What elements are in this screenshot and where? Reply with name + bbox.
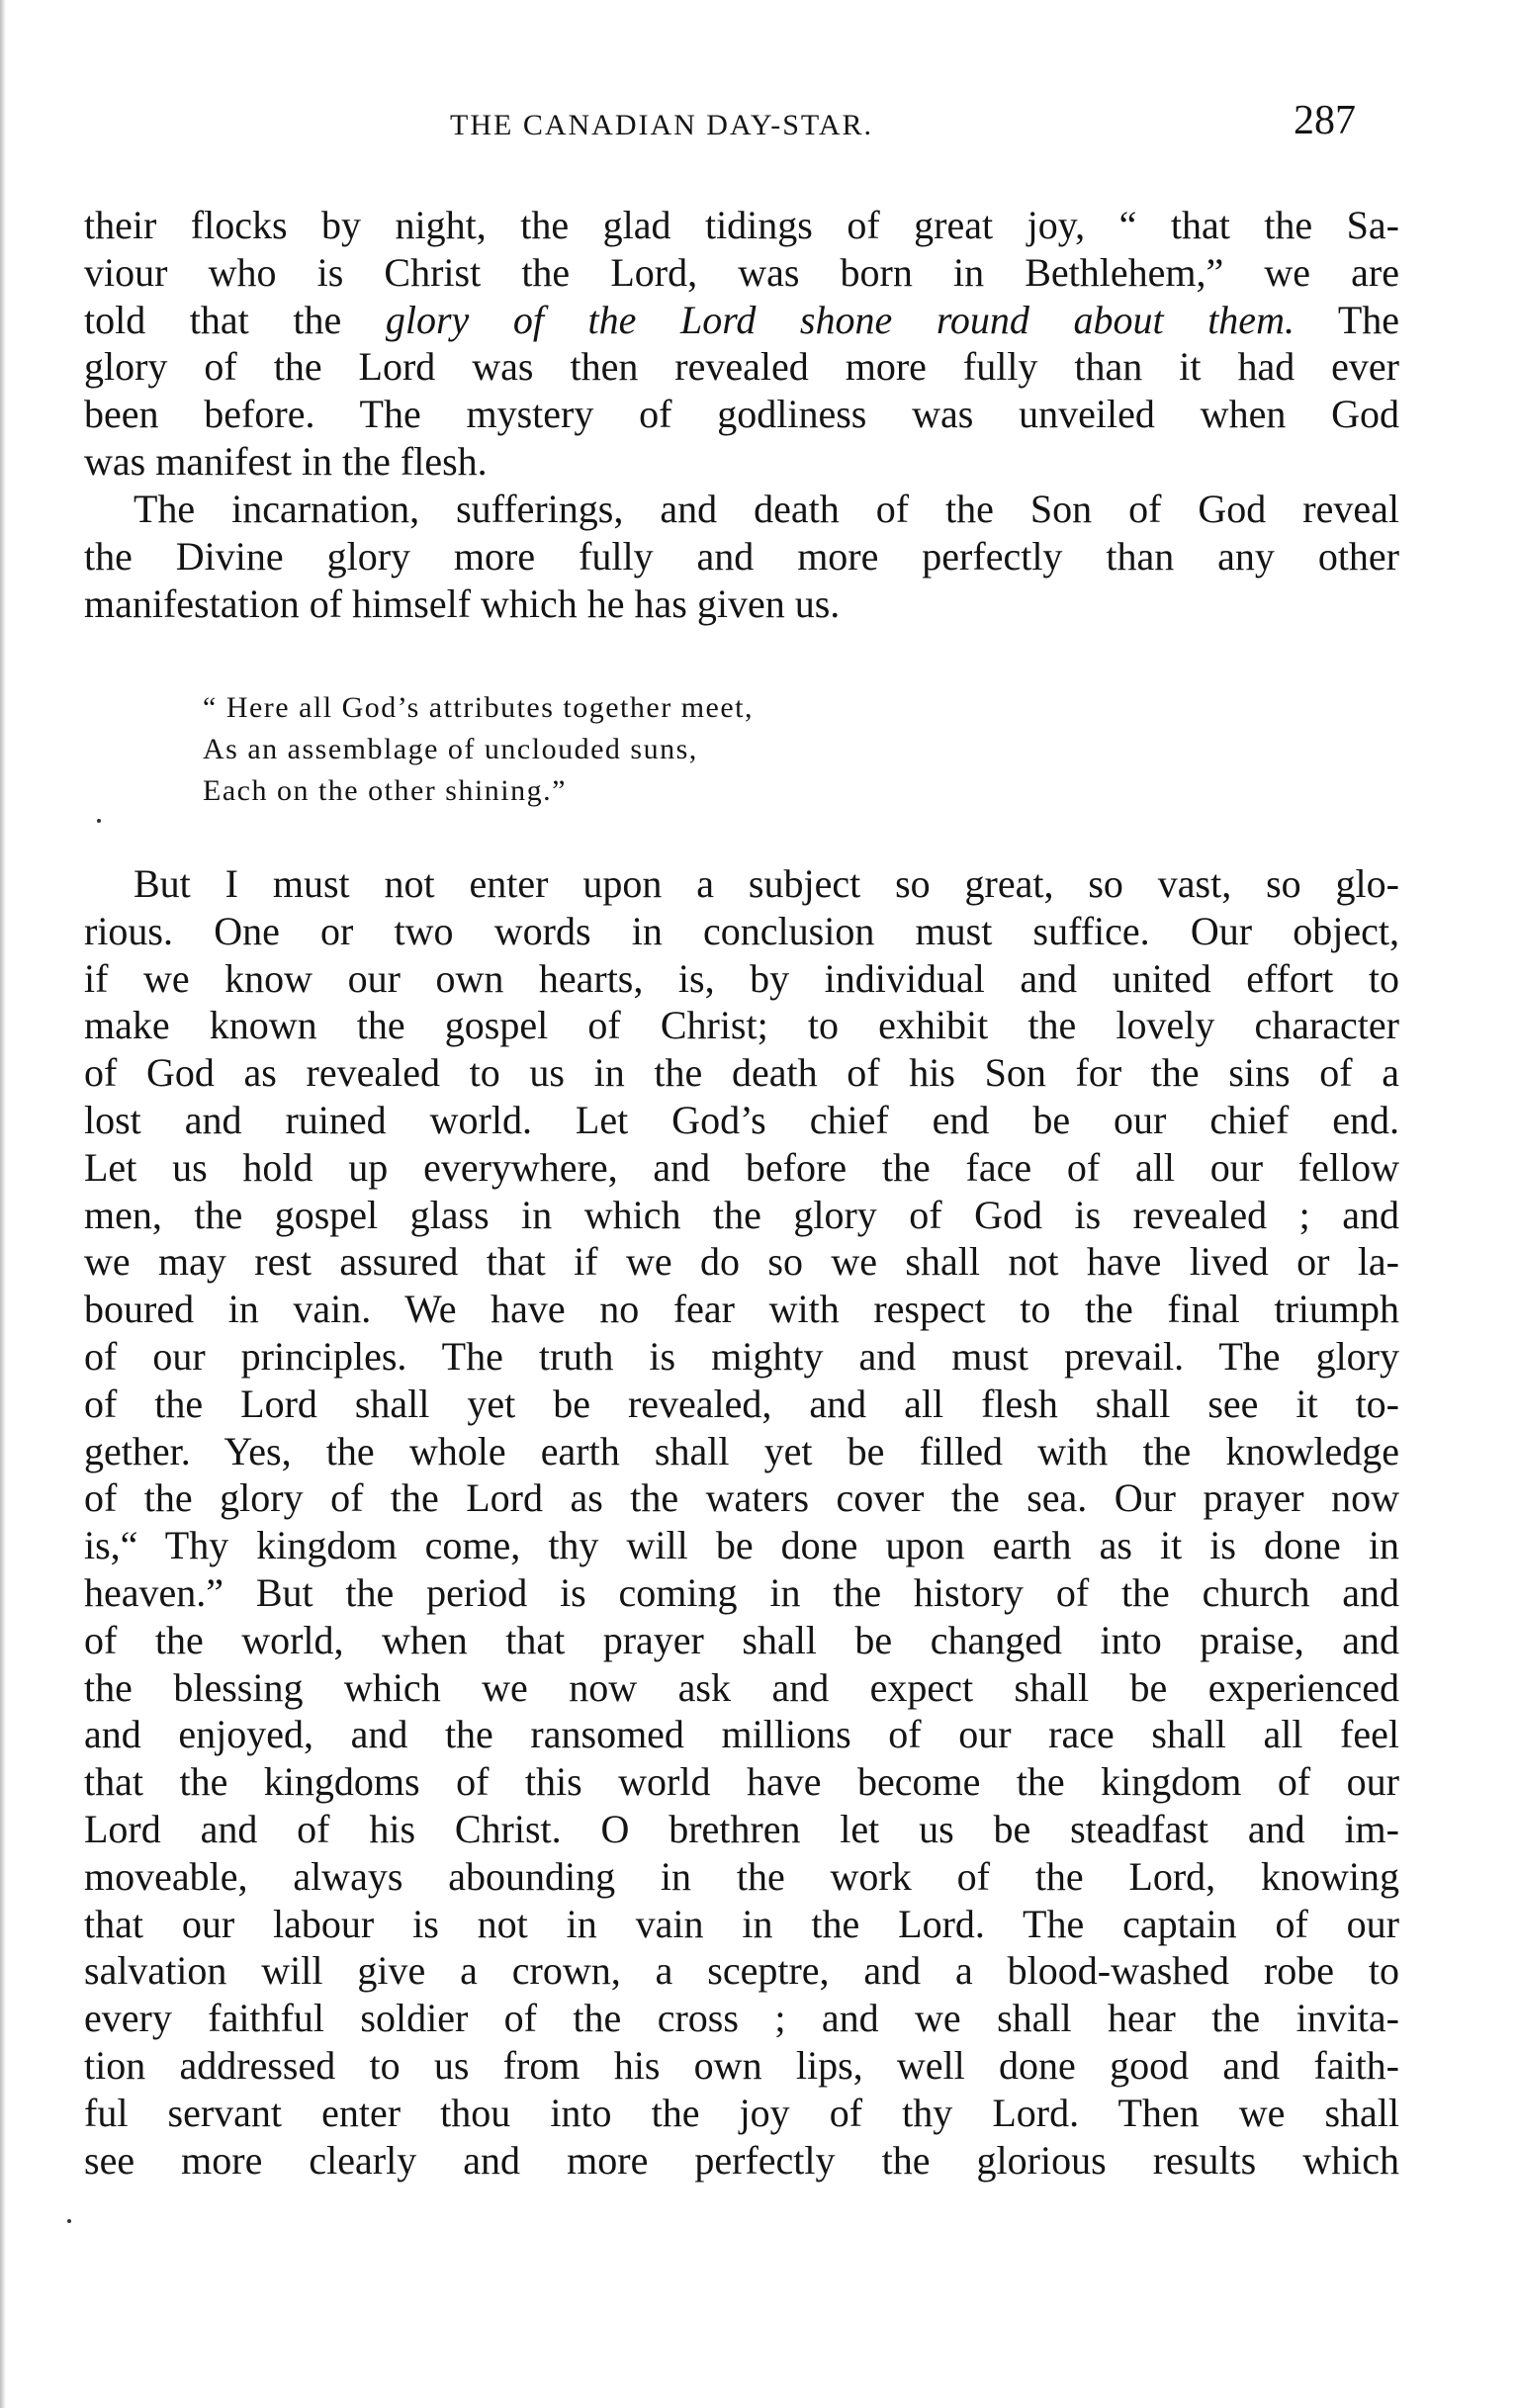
text-line: their flocks by night, the glad tidings of great joy, “ that the Sa- <box>84 203 1399 247</box>
page-header <box>0 97 1518 156</box>
paragraph-2 <box>84 486 1399 627</box>
text-line: of the glory of the Lord as the waters cover the sea. Our prayer now <box>84 1475 1399 1521</box>
text-line: the Divine glory more fully and more perfectly than any other <box>84 533 1399 579</box>
text-line: see more clearly and more perfectly the glorious results which <box>84 2137 1399 2183</box>
text-line: Lord and of his Christ. O brethren let us be steadfast and im- <box>84 1806 1399 1851</box>
text-line: salvation will give a crown, a sceptre, and a blood-washed robe to <box>84 1948 1399 1994</box>
text-line-with-italic <box>84 297 1399 344</box>
text-line: glory of the Lord was then revealed more fully than it had ever <box>84 344 1399 390</box>
text-line: the blessing which we now ask and expect shall be experienced <box>84 1664 1399 1710</box>
verse-line: Each on the other shining.” <box>203 774 567 807</box>
text-line: ful servant enter thou into the joy of thy Lord. Then we shall <box>84 2090 1399 2135</box>
text-line: tion addressed to us from his own lips, well done good and faith- <box>84 2042 1399 2088</box>
text-line: been before. The mystery of godliness was unveiled when God <box>84 392 1399 437</box>
text-span: told that the <box>84 297 386 342</box>
verse-line: As an assemblage of unclouded suns, <box>203 733 698 765</box>
text-line: boured in vain. We have no fear with respect to the final triumph <box>84 1287 1399 1332</box>
text-line: of the world, when that prayer shall be changed into praise, and <box>84 1617 1399 1662</box>
text-line: of the Lord shall yet be revealed, and all flesh shall see it to- <box>84 1381 1399 1426</box>
verse-quotation <box>203 687 1093 812</box>
text-line: is,“ Thy kingdom come, thy will be done upon earth as it is done in <box>84 1523 1399 1568</box>
italic-phrase: glory of the Lord shone round about them. <box>385 297 1295 342</box>
verse-line: “ Here all God’s attributes together meet, <box>203 691 754 724</box>
text-span: The <box>1294 297 1399 342</box>
text-line: manifestation of himself which he has given us. <box>84 580 841 626</box>
text-line: viour who is Christ the Lord, was born in Bethlehem,” we are <box>84 249 1399 295</box>
text-line: lost and ruined world. Let God’s chief end be our chief end. <box>84 1097 1399 1142</box>
text-line: moveable, always abounding in the work of the Lord, knowing <box>84 1853 1399 1899</box>
text-line: that the kingdoms of this world have become the kingdom of our <box>84 1759 1399 1805</box>
text-line: rious. One or two words in conclusion must suffice. Our object, <box>84 908 1399 953</box>
page-edge-shadow <box>0 0 6 2408</box>
text-line: make known the gospel of Christ; to exhibit the lovely character <box>84 1003 1399 1048</box>
running-title: THE CANADIAN DAY-STAR. <box>450 109 873 141</box>
text-line: of our principles. The truth is mighty and must prevail. The glory <box>84 1333 1399 1379</box>
text-line: every faithful soldier of the cross ; and we shall hear the invita- <box>84 1996 1399 2041</box>
text-line: we may rest assured that if we do so we shall not have lived or la- <box>84 1239 1399 1285</box>
text-line: and enjoyed, and the ransomed millions of our race shall all feel <box>84 1712 1399 1757</box>
stray-mark <box>97 819 101 823</box>
text-line: of God as revealed to us in the death of his Son for the sins of a <box>84 1050 1399 1096</box>
text-line: The incarnation, sufferings, and death of the Son of God reveal <box>134 487 1399 531</box>
text-line: was manifest in the flesh. <box>84 438 488 484</box>
page-number: 287 <box>1294 98 1356 143</box>
paragraph-1 <box>84 202 1399 486</box>
text-line: heaven.” But the period is coming in the history of the church and <box>84 1569 1399 1615</box>
text-line: men, the gospel glass in which the glory of God is revealed ; and <box>84 1192 1399 1237</box>
text-line: if we know our own hearts, is, by individual and united effort to <box>84 955 1399 1001</box>
text-line: Let us hold up everywhere, and before the face of all our fellow <box>84 1144 1399 1190</box>
paragraph-3 <box>84 860 1399 2184</box>
text-line: that our labour is not in vain in the Lord. The captain of our <box>84 1901 1399 1946</box>
text-line: But I must not enter upon a subject so great, so vast, so glo- <box>134 861 1399 906</box>
stray-mark <box>67 2219 71 2223</box>
text-line: gether. Yes, the whole earth shall yet be filled with the knowledge <box>84 1428 1399 1473</box>
